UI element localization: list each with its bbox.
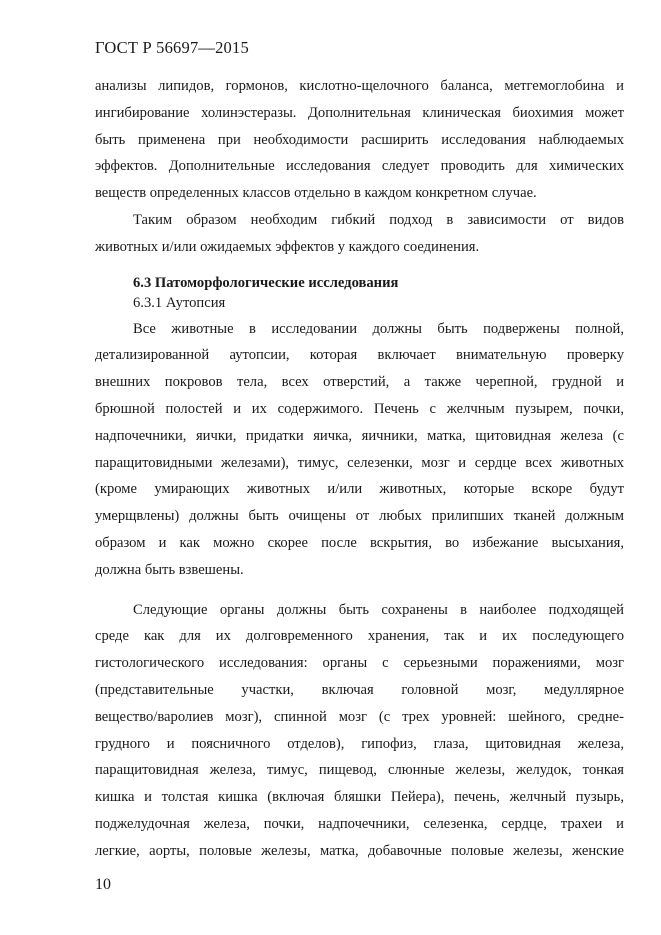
text-line: поджелудочная железа, почки, надпочечники, селезенка, сердце, трахеи и <box>95 815 624 832</box>
text-line: эффектов. Дополнительные исследования следует проводить для химических <box>95 158 624 175</box>
text-line: анализы липидов, гормонов, кислотно-щелочного баланса, метгемоглобина и <box>95 78 624 94</box>
text-line: умерщвлены) должны быть очищены от любых прилипших тканей должным <box>95 508 624 525</box>
paragraph-flexible-approach <box>95 207 624 261</box>
text-line: надпочечники, яички, придатки яичка, яичники, матка, щитовидная железа (с <box>95 427 624 444</box>
paragraph-lab-tests <box>95 73 624 207</box>
page-number: 10 <box>95 876 111 893</box>
text-line: быть применена при необходимости расширить исследования наблюдаемых <box>95 131 624 148</box>
text-line: Все животные в исследовании должны быть подвержены полной, <box>133 320 624 337</box>
text-line: должна быть взвешены. <box>95 561 244 578</box>
text-line: образом и как можно скорее после вскрытия, во избежание высыхания, <box>95 534 624 551</box>
text-line: паращитовидная железа, тимус, пищевод, слюнные железы, желудок, тонкая <box>95 762 624 779</box>
text-line: внешних покровов тела, всех отверстий, а также черепной, грудной и <box>95 374 624 391</box>
text-line: среде как для их долговременного хранения, так и их последующего <box>95 628 624 645</box>
text-line: веществ определенных классов отдельно в каждом конкретном случае. <box>95 185 537 202</box>
document-body <box>95 73 624 865</box>
text-line: животных и/или ожидаемых эффектов у каждого соединения. <box>95 238 480 255</box>
text-line: брюшной полостей и их содержимого. Печень с желчным пузырем, почки, <box>95 400 624 417</box>
text-line: грудного и поясничного отделов), гипофиз, глаза, щитовидная железа, <box>95 735 624 752</box>
text-line: Следующие органы должны быть сохранены в наиболее подходящей <box>133 601 624 618</box>
section-title: 6.3 Патоморфологические исследования <box>133 274 399 291</box>
text-line: ингибирование холинэстеразы. Дополнительная клиническая биохимия может <box>95 104 624 121</box>
text-line: детализированной аутопсии, которая включает внимательную проверку <box>95 347 624 364</box>
text-line: паращитовидными железами), тимус, селезенки, мозг и сердце всех животных <box>95 454 624 471</box>
text-line: Таким образом необходим гибкий подход в зависимости от видов <box>133 211 624 228</box>
text-line: (представительные участки, включая головной мозг, медуллярное <box>95 681 624 698</box>
text-line: легкие, аорты, половые железы, матка, добавочные половые железы, женские <box>95 842 624 859</box>
text-line: гистологического исследования: органы с серьезными поражениями, мозг <box>95 655 624 672</box>
text-line: кишка и толстая кишка (включая бляшки Пейера), печень, желчный пузырь, <box>95 789 624 806</box>
subsection-title: 6.3.1 Аутопсия <box>133 294 226 311</box>
text-line: вещество/варолиев мозг), спинной мозг (с трех уровней: шейного, средне- <box>95 708 624 725</box>
paragraph-autopsy <box>95 316 624 584</box>
text-line: (кроме умирающих животных и/или животных, которые вскоре будут <box>95 481 624 498</box>
page-header: ГОСТ Р 56697—2015 <box>95 38 249 57</box>
paragraph-organ-preservation <box>95 597 624 865</box>
